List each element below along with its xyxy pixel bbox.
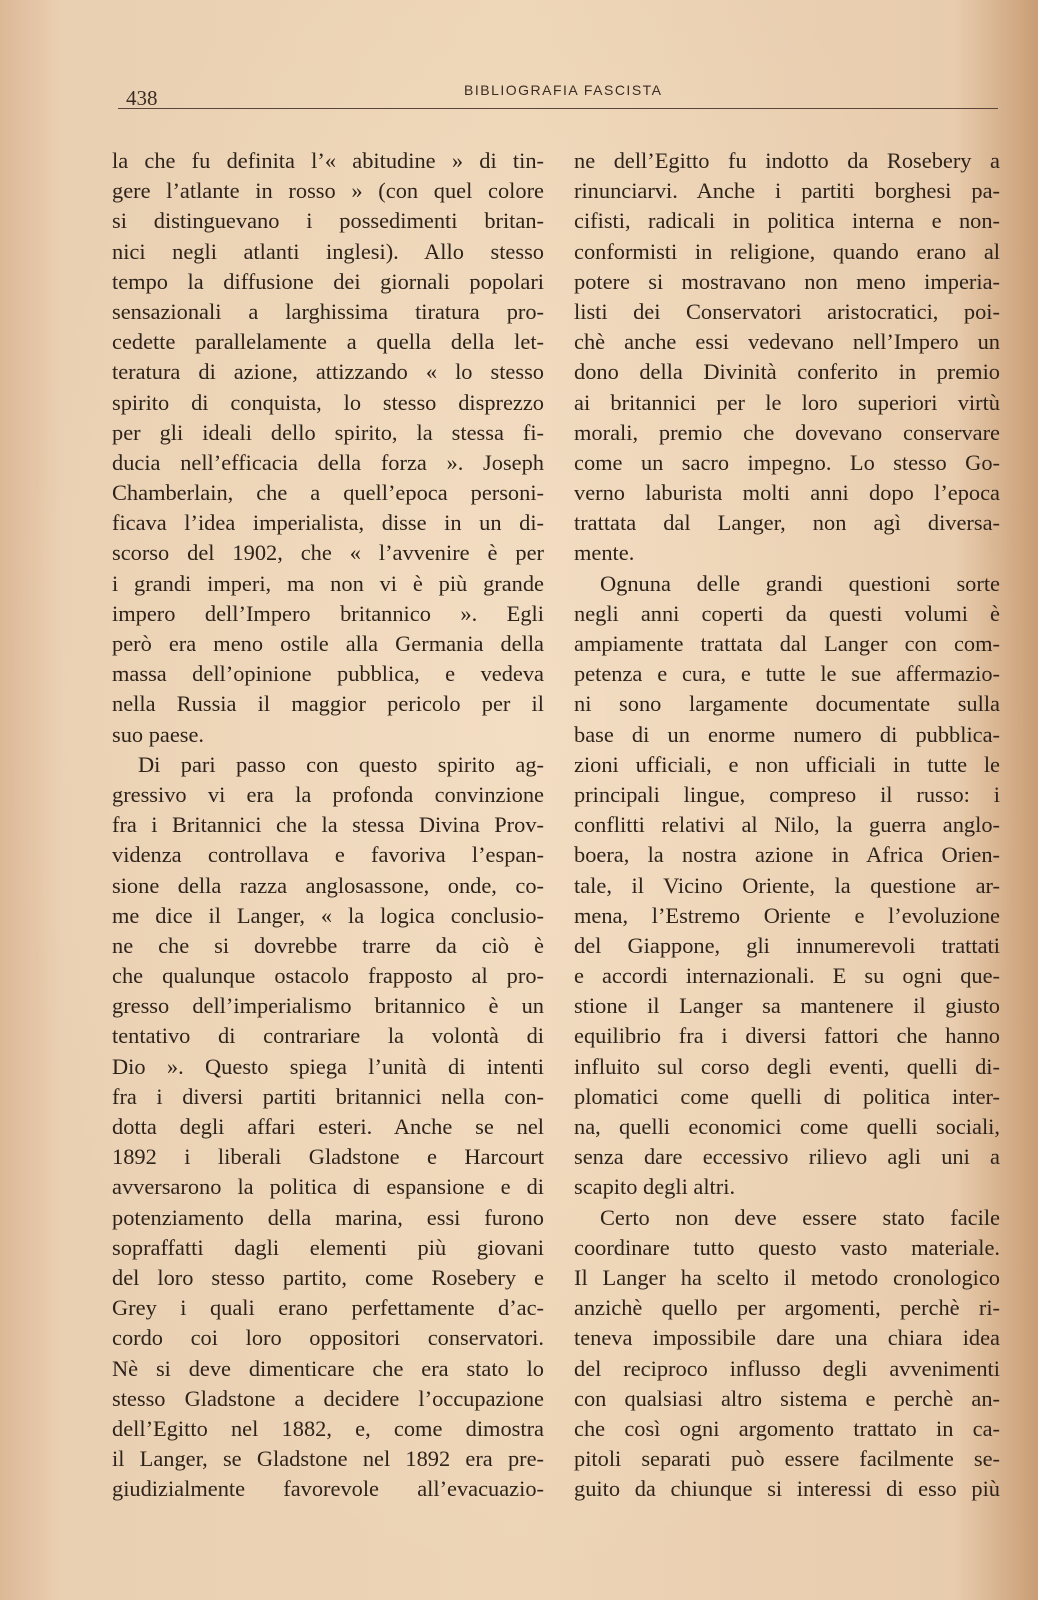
text-line: teneva impossibile dare una chiara idea [574, 1325, 1000, 1351]
text-line: che così ogni argomento trattato in ca- [574, 1415, 1000, 1441]
text-line: petenza e cura, e tutte le sue affermazio- [574, 661, 1000, 687]
text-line: anzichè quello per argomenti, perchè ri- [574, 1295, 1000, 1321]
text-line: Di pari passo con questo spirito ag- [138, 751, 544, 777]
text-line: zioni ufficiali, e non ufficiali in tutte le [574, 751, 1000, 777]
text-line: ficava l’idea imperialista, disse in un di- [112, 510, 544, 536]
text-line: per gli ideali dello spirito, la stessa fi- [112, 419, 544, 445]
text-line: come un sacro impegno. Lo stesso Go- [574, 449, 1000, 475]
left-text-column [112, 146, 544, 1504]
text-line: massa dell’opinione pubblica, e vedeva [112, 661, 544, 687]
text-line: stesso Gladstone a decidere l’occupazione [112, 1385, 544, 1411]
text-line: sione della razza anglosassone, onde, co- [112, 872, 544, 898]
text-line: cordo coi loro oppositori conservatori. [112, 1325, 544, 1351]
page-number: 438 [126, 86, 158, 110]
text-line: ni sono largamente documentate sulla [574, 691, 1000, 717]
text-line: na, quelli economici come quelli sociali, [574, 1114, 1000, 1139]
text-line: tentativo di contrariare la volontà di [112, 1023, 544, 1049]
text-line: cedette parallelamente a quella della let- [112, 329, 544, 355]
text-line: negli anni coperti da questi volumi è [574, 600, 1000, 626]
text-line: senza dare eccessivo rilievo agli uni a [574, 1144, 1000, 1170]
text-line: Ognuna delle grandi questioni sorte [600, 570, 1000, 596]
running-head-title: BIBLIOGRAFIA FASCISTA [464, 82, 663, 98]
text-line: potere si mostravano non meno imperia- [574, 268, 1000, 294]
text-line: gere l’atlante in rosso » (con quel colore [112, 178, 544, 204]
text-line: listi dei Conservatori aristocratici, poi- [574, 298, 1000, 324]
text-line: cifisti, radicali in politica interna e non- [574, 208, 1000, 234]
text-line: che qualunque ostacolo frapposto al pro- [112, 963, 544, 989]
text-line: Nè si deve dimenticare che era stato lo [112, 1355, 544, 1381]
text-line: suo paese. [112, 721, 205, 747]
header-rule [118, 108, 998, 109]
text-line: Dio ». Questo spiega l’unità di intenti [112, 1053, 544, 1079]
text-line: equilibrio fra i diversi fattori che hanno [574, 1023, 1000, 1049]
text-line: 1892 i liberali Gladstone e Harcourt [112, 1144, 544, 1170]
text-line: ne che si dovrebbe trarre da ciò è [112, 932, 544, 958]
text-line: dotta degli affari esteri. Anche se nel [112, 1114, 544, 1139]
text-line: e accordi internazionali. E su ogni que- [574, 963, 1000, 989]
text-line: gresso dell’imperialismo britannico è un [112, 993, 544, 1019]
text-line: conflitti relativi al Nilo, la guerra anglo- [574, 812, 1000, 838]
text-line: boera, la nostra azione in Africa Orien- [574, 842, 1000, 868]
text-line: mena, l’Estremo Oriente e l’evoluzione [574, 902, 1000, 928]
text-line: verno laburista molti anni dopo l’epoca [574, 480, 1000, 506]
text-line: Certo non deve essere stato facile [600, 1204, 1000, 1230]
text-line: sensazionali a larghissima tiratura pro- [112, 298, 544, 324]
text-line: plomatici come quelli di politica inter- [574, 1083, 1000, 1109]
text-line: avversarono la politica di espansione e di [112, 1174, 544, 1200]
text-line: il Langer, se Gladstone nel 1892 era pre- [112, 1446, 544, 1472]
text-line: impero dell’Impero britannico ». Egli [112, 600, 544, 626]
right-text-column [574, 146, 1000, 1504]
text-line: ampiamente trattata dal Langer con com- [574, 631, 1000, 656]
text-line: morali, premio che dovevano conservare [574, 419, 1000, 445]
text-line: rinunciarvi. Anche i partiti borghesi pa- [574, 178, 1000, 204]
text-line: scapito degli altri. [574, 1174, 736, 1200]
text-line: fra i Britannici che la stessa Divina Prov- [112, 812, 544, 838]
text-line: influito sul corso degli eventi, quelli di- [574, 1053, 1000, 1079]
text-line: dell’Egitto nel 1882, e, come dimostra [112, 1415, 544, 1441]
text-line: trattata dal Langer, non agì diversa- [574, 510, 1000, 536]
running-head [118, 76, 992, 110]
text-line: nella Russia il maggior pericolo per il [112, 691, 544, 717]
text-line: del loro stesso partito, come Rosebery e [112, 1264, 544, 1290]
text-line: base di un enorme numero di pubblica- [574, 721, 1000, 747]
text-line: scorso del 1902, che « l’avvenire è per [112, 540, 544, 566]
text-line: Grey i quali erano perfettamente d’ac- [112, 1295, 544, 1321]
text-line: sopraffatti dagli elementi più giovani [112, 1234, 544, 1260]
text-line: dono della Divinità conferito in premio [574, 359, 1000, 385]
text-line: me dice il Langer, « la logica conclusio- [112, 902, 544, 928]
text-line: potenziamento della marina, essi furono [112, 1204, 544, 1230]
text-line: ne dell’Egitto fu indotto da Rosebery a [574, 148, 1000, 173]
text-line: chè anche essi vedevano nell’Impero un [574, 329, 1000, 355]
text-line: pitoli separati può essere facilmente se- [574, 1446, 1000, 1472]
text-line: conformisti in religione, quando erano al [574, 238, 1000, 264]
text-line: del reciproco influsso degli avvenimenti [574, 1355, 1000, 1381]
text-line: i grandi imperi, ma non vi è più grande [112, 570, 544, 596]
text-line: ai britannici per le loro superiori virtù [574, 389, 1000, 415]
text-line: ducia nell’efficacia della forza ». Joseph [112, 449, 544, 475]
text-line: Il Langer ha scelto il metodo cronologico [574, 1264, 1000, 1290]
text-line: nici negli atlanti inglesi). Allo stesso [112, 238, 544, 264]
text-line: principali lingue, compreso il russo: i [574, 781, 1000, 807]
text-line: guito da chiunque si interessi di esso più [574, 1476, 1000, 1502]
text-line: mente. [574, 540, 635, 566]
text-line: si distinguevano i possedimenti britan- [112, 208, 544, 234]
text-line: teratura di azione, attizzando « lo stesso [112, 359, 544, 385]
text-line: gressivo vi era la profonda convinzione [112, 781, 544, 807]
text-line: tempo la diffusione dei giornali popolari [112, 268, 544, 294]
text-line: però era meno ostile alla Germania della [112, 631, 544, 656]
text-line: con qualsiasi altro sistema e perchè an- [574, 1385, 1000, 1411]
text-line: spirito di conquista, lo stesso disprezzo [112, 389, 544, 415]
text-line: del Giappone, gli innumerevoli trattati [574, 932, 1000, 958]
text-line: coordinare tutto questo vasto materiale. [574, 1234, 1000, 1260]
text-line: fra i diversi partiti britannici nella con- [112, 1083, 544, 1109]
text-line: stione il Langer sa mantenere il giusto [574, 993, 1000, 1019]
text-line: tale, il Vicino Oriente, la questione ar- [574, 872, 1000, 898]
text-line: giudizialmente favorevole all’evacuazio- [112, 1476, 544, 1502]
text-line: videnza controllava e favoriva l’espan- [112, 842, 544, 868]
text-line: Chamberlain, che a quell’epoca personi- [112, 480, 544, 506]
text-line: la che fu definita l’« abitudine » di tin- [112, 148, 544, 173]
